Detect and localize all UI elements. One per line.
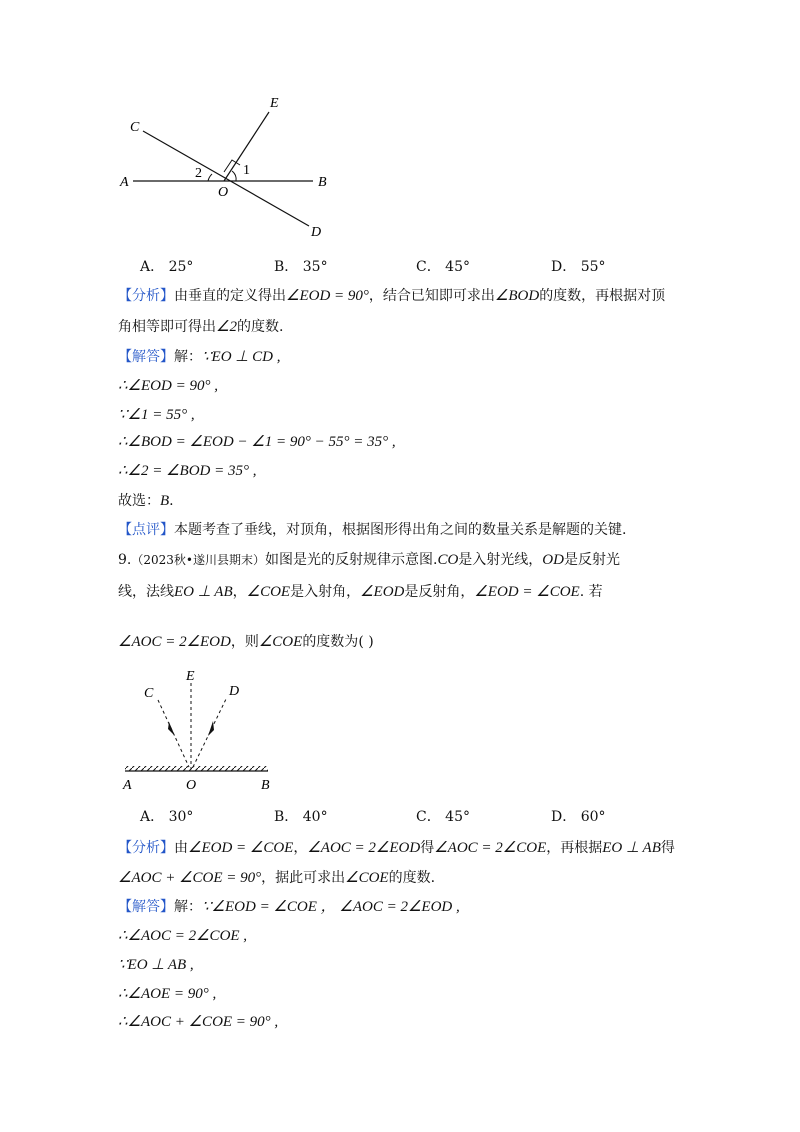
q9-stem-line3 — [118, 632, 374, 652]
text: ，则 — [230, 634, 259, 650]
math: ∠COE — [246, 584, 291, 600]
incident-arrow-icon — [168, 722, 175, 736]
math: ∵EO ⊥ CD , — [202, 349, 281, 365]
option-value: 60° — [580, 809, 606, 825]
math: ∵∠EOD = ∠COE ， ∠AOC = 2∠EOD , — [202, 899, 460, 915]
q9-option-b[interactable] — [274, 806, 328, 826]
mirror-hatch — [125, 766, 268, 771]
text: 角相等即可得出 — [118, 319, 216, 335]
math: EO ⊥ AB — [174, 584, 233, 600]
q8-comment — [118, 520, 626, 540]
analysis-tag: 【分析】 — [118, 288, 174, 304]
label-a: A — [123, 778, 132, 793]
math: ∠COE — [258, 634, 303, 650]
q9-step-4: ∴∠AOC + ∠COE = 90° , — [118, 1014, 279, 1030]
text: ，结合已知即可求出 — [368, 288, 495, 304]
q8-option-d[interactable] — [551, 256, 606, 276]
option-letter: B． — [274, 259, 299, 275]
text: 是反射角， — [404, 584, 475, 600]
text: 是反射光 — [563, 552, 620, 568]
question-source: （2023秋•遂川县期末） — [131, 553, 265, 567]
label-d: D — [229, 684, 240, 699]
reflected-arrow-icon — [208, 721, 214, 736]
text: 得 — [420, 840, 435, 856]
label-c: C — [130, 120, 140, 135]
text: 解： — [174, 899, 202, 915]
q8-option-c[interactable] — [416, 256, 470, 276]
figure-reflection — [115, 665, 285, 795]
analysis-tag: 【分析】 — [118, 840, 174, 856]
text: 的度数. — [236, 319, 284, 335]
math: B — [160, 493, 170, 509]
option-letter: D． — [551, 259, 577, 275]
q9-option-d[interactable] — [551, 806, 606, 826]
q9-analysis-line2 — [118, 868, 435, 888]
q9-option-c[interactable] — [416, 806, 470, 826]
q9-stem-line1 — [118, 550, 620, 570]
option-letter: C． — [416, 259, 441, 275]
label-a: A — [120, 175, 129, 190]
label-d: D — [311, 225, 322, 240]
option-letter: D． — [551, 809, 577, 825]
text: 的度数. — [388, 870, 436, 886]
label-angle-2: 2 — [195, 166, 202, 181]
option-value: 45° — [445, 809, 470, 825]
answer-tag: 【解答】 — [118, 349, 174, 365]
option-value: 45° — [445, 259, 470, 275]
q9-answer-line — [118, 897, 460, 917]
text: 如图是光的反射规律示意图. — [264, 552, 438, 568]
math: ∠AOC + ∠COE = 90° — [118, 870, 262, 886]
text: 线，法线 — [118, 584, 174, 600]
option-letter: B． — [274, 809, 299, 825]
text: ，再根据 — [546, 840, 603, 856]
angle-1-arc — [232, 171, 236, 181]
q8-option-a[interactable] — [140, 256, 193, 276]
option-letter: C． — [416, 809, 441, 825]
math: EO ⊥ AB — [602, 840, 661, 856]
option-value: 25° — [168, 259, 194, 275]
text: ， — [232, 584, 247, 600]
text: 的度数，再根据对顶 — [539, 288, 666, 304]
text: 由垂直的定义得出 — [174, 288, 286, 304]
comment-tag: 【点评】 — [118, 522, 174, 538]
option-value: 35° — [302, 259, 328, 275]
text: 是入射角， — [290, 584, 361, 600]
figure-lines-angle — [110, 90, 340, 245]
q9-step-1: ∴∠AOC = 2∠COE , — [118, 928, 248, 944]
option-value: 40° — [302, 809, 328, 825]
q8-answer-line — [118, 347, 280, 367]
q8-option-b[interactable] — [274, 256, 328, 276]
answer-blank: ( ) — [358, 634, 374, 650]
math: ∠AOC = 2∠EOD — [307, 840, 421, 856]
math: ∠COE — [345, 870, 389, 886]
q9-step-2: ∵EO ⊥ AB , — [118, 957, 194, 973]
label-b: B — [261, 778, 270, 793]
label-angle-1: 1 — [243, 163, 250, 178]
q8-analysis-line1 — [118, 286, 665, 306]
text: 故选： — [118, 493, 160, 509]
question-number: 9. — [118, 552, 132, 568]
text: . 若 — [579, 584, 603, 600]
label-e: E — [270, 96, 279, 111]
answer-tag: 【解答】 — [118, 899, 174, 915]
math: OD — [542, 552, 564, 568]
q9-stem-line2 — [118, 582, 603, 602]
math: ∠BOD — [494, 288, 540, 304]
q8-step-2: ∵∠1 = 55° , — [118, 407, 195, 423]
q8-analysis-line2 — [118, 317, 283, 337]
math: ∠EOD — [360, 584, 405, 600]
math: ∠EOD = ∠COE — [474, 584, 580, 600]
text: 解： — [174, 349, 202, 365]
option-value: 30° — [168, 809, 194, 825]
angle-2-arc — [208, 174, 212, 181]
q8-step-1: ∴∠EOD = 90° , — [118, 378, 218, 394]
option-value: 55° — [580, 259, 606, 275]
text: ， — [293, 840, 308, 856]
option-letter: A． — [140, 809, 165, 825]
label-o: O — [218, 185, 229, 200]
text: . — [169, 493, 174, 509]
q8-step-4: ∴∠2 = ∠BOD = 35° , — [118, 463, 257, 479]
math: ∠EOD = ∠COE — [188, 840, 294, 856]
math: ∠2 — [216, 319, 237, 335]
text: 的度数为 — [302, 634, 359, 650]
q9-analysis-line1 — [118, 838, 675, 858]
math: CO — [437, 552, 459, 568]
q9-option-a[interactable] — [140, 806, 193, 826]
label-b: B — [318, 175, 327, 190]
q8-choice — [118, 491, 174, 511]
label-o: O — [186, 778, 197, 793]
text: 本题考查了垂线，对顶角，根据图形得出角之间的数量关系是解题的关键. — [174, 522, 627, 538]
option-letter: A． — [140, 259, 165, 275]
q8-step-3: ∴∠BOD = ∠EOD − ∠1 = 90° − 55° = 35° , — [118, 434, 396, 450]
math: ∠EOD = 90° — [286, 288, 369, 304]
text: ，据此可求出 — [261, 870, 346, 886]
text: 得 — [660, 840, 675, 856]
text: 是入射光线， — [458, 552, 543, 568]
right-angle-mark — [224, 160, 240, 172]
q9-step-3: ∴∠AOE = 90° , — [118, 986, 217, 1002]
math: ∠AOC = 2∠EOD — [118, 634, 231, 650]
label-e: E — [186, 669, 195, 684]
text: 由 — [174, 840, 188, 856]
math: ∠AOC = 2∠COE — [434, 840, 547, 856]
label-c: C — [144, 686, 154, 701]
